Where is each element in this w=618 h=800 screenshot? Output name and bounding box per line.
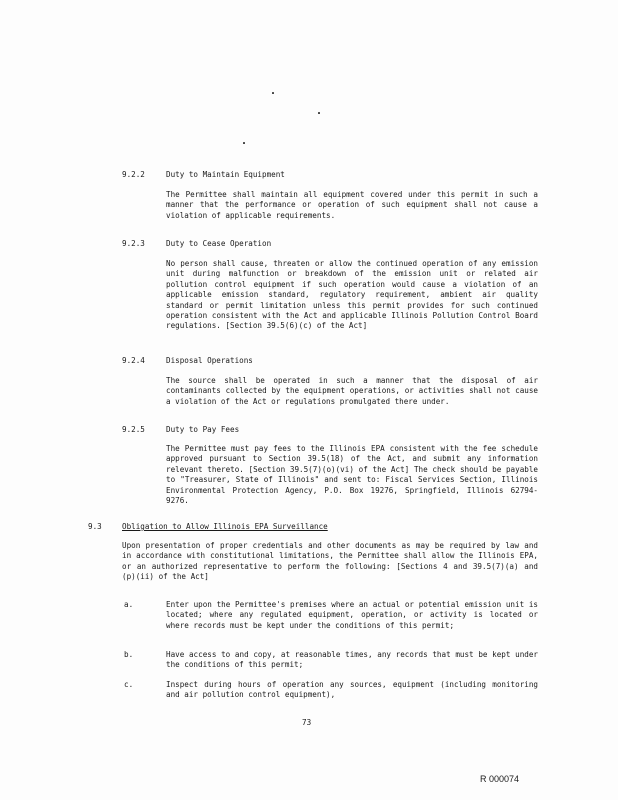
subsection-heading: Duty to Maintain Equipment [166,170,285,179]
list-item-label: a. [124,600,134,609]
subsection-text: The source shall be operated in such a manner that the disposal of air contaminants collected by the equipment operations, or activities shall not cause a violation of the Act or regulations promulgated there under. [166,376,538,406]
subsection-heading: Duty to Pay Fees [166,425,240,434]
subsection-number: 9.2.2 [122,170,145,179]
page-number: 73 [302,718,312,727]
subsection-number: 9.2.5 [122,425,145,434]
scan-speck [318,112,320,114]
subsection-text: The Permittee must pay fees to the Illinois EPA consistent with the fee schedule approved pursuant to Section 39.5(18) of the Act, and submit any information relevant thereto. [Section 39.5(7)(o)(vi) of the Act] The check should be payable to "Treasurer, State of Illinois" and sent to: Fiscal Services Section, Illinois Environmental Protection Agency, P.O. Box 19276, Springfield, Illinois 62794-9276. [166,444,538,506]
subsection-heading: Duty to Cease Operation [166,239,272,248]
list-item-text: Inspect during hours of operation any sources, equipment (including monitoring and air pollution control equipment), [166,680,538,700]
subsection-text: No person shall cause, threaten or allow the continued operation of any emission unit during malfunction or breakdown of the emission unit or related air pollution control equipment if such operation would cause a violation of an applicable emission standard, regulatory requirement, ambient air quality standard or permit limitation unless this permit provides for such continued operation consistent with the Act and applicable Illinois Pollution Control Board regulations. [Section 39.5(6)(c) of the Act] [166,259,538,331]
bates-stamp: R 000074 [480,774,520,784]
scan-speck [243,142,245,144]
scan-speck [272,92,274,94]
subsection-number: 9.2.3 [122,239,145,248]
list-item-text: Enter upon the Permittee's premises where an actual or potential emission unit is located; where any regulated equipment, operation, or activity is located or where records must be kept under the conditions of this permit; [166,600,538,630]
section-text: Upon presentation of proper credentials and other documents as may be required by law and in accordance with constitutional limitations, the Permittee shall allow the Illinois EPA, or an authorized representative to perform the following: [Sections 4 and 39.5(7)(a) and (p)(ii) of the Act] [122,541,538,582]
subsection-text: The Permittee shall maintain all equipment covered under this permit in such a manner that the performance or operation of such equipment shall not cause a violation of applicable requirements. [166,190,538,220]
list-item-label: c. [124,680,134,689]
list-item-text: Have access to and copy, at reasonable times, any records that must be kept under the conditions of this permit; [166,650,538,670]
section-number: 9.3 [88,522,102,531]
list-item-label: b. [124,650,134,659]
section-heading: Obligation to Allow Illinois EPA Surveillance [122,522,328,531]
subsection-number: 9.2.4 [122,356,145,365]
subsection-heading: Disposal Operations [166,356,253,365]
